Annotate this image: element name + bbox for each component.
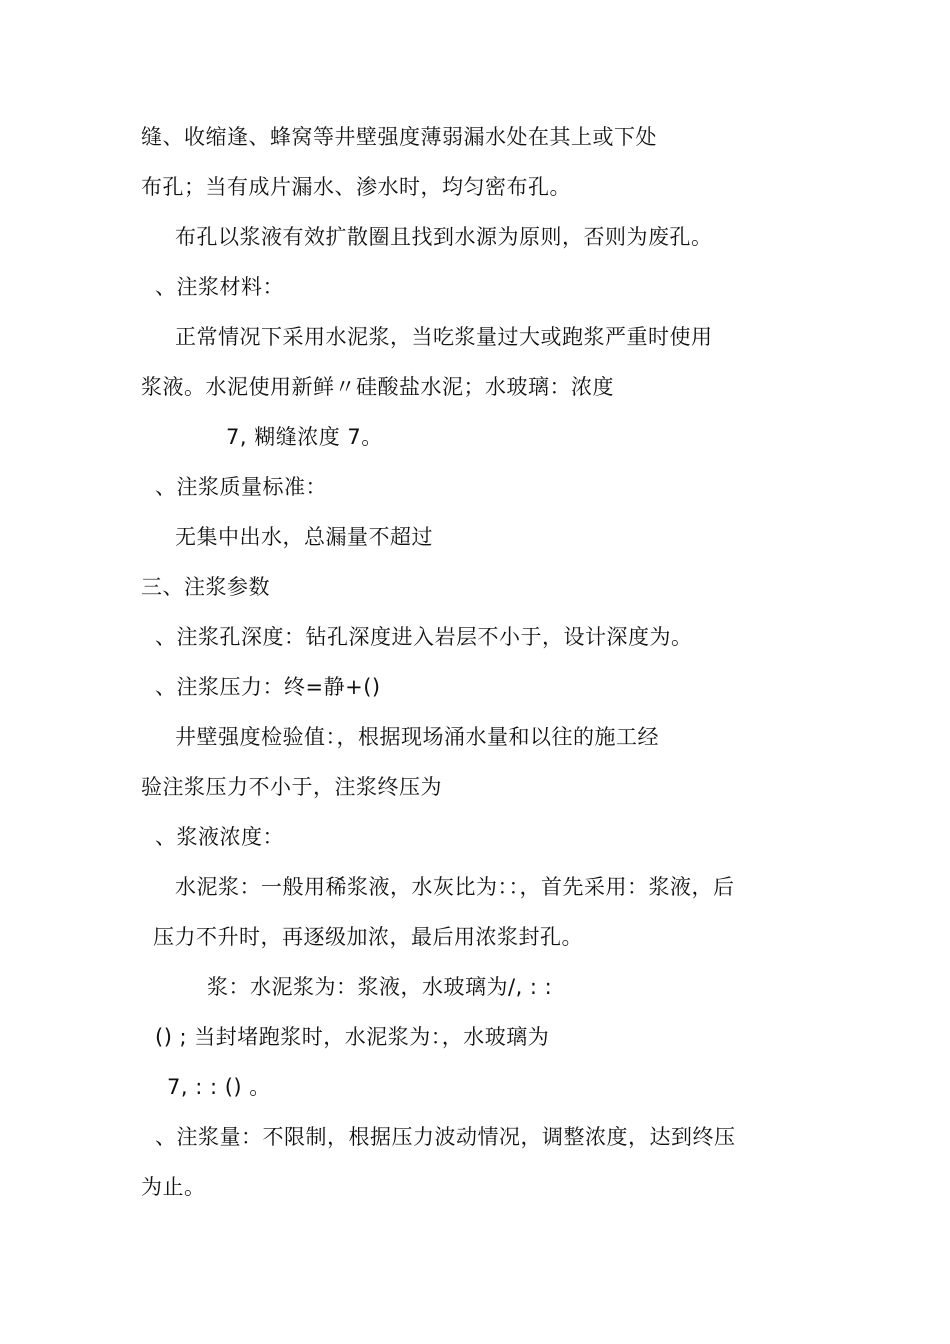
text-line-8: 、注浆质量标准： [155, 475, 327, 499]
text-line-11: 、注浆孔深度：钻孔深度进入岩层不小于，设计深度为。 [155, 625, 693, 649]
text-line-16: 水泥浆：一般用稀浆液，水灰比为：：，首先采用：浆液，后 [175, 875, 735, 899]
text-line-3: 布孔以浆液有效扩散圈且找到水源为原则，否则为废孔。 [175, 225, 713, 249]
text-line-13: 井壁强度检验值：，根据现场涌水量和以往的施工经 [175, 725, 659, 749]
text-line-9: 无集中出水，总漏量不超过 [175, 525, 433, 549]
text-line-12: 、注浆压力：终=静+() [155, 675, 381, 699]
text-line-1: 缝、收缩逢、蜂窝等井壁强度薄弱漏水处在其上或下处 [141, 125, 657, 149]
text-line-6: 浆液。水泥使用新鲜〃硅酸盐水泥；水玻璃：浓度 [141, 375, 614, 399]
text-line-18: 浆：水泥浆为：浆液，水玻璃为/, : : [207, 975, 553, 999]
text-line-15: 、浆液浓度： [155, 825, 284, 849]
section-heading: 三、注浆参数 [141, 575, 270, 599]
text-line-14: 验注浆压力不小于，注浆终压为 [141, 775, 442, 799]
text-line-22: 为止。 [141, 1175, 206, 1199]
text-line-7: 7, 糊缝浓度 7。 [226, 425, 383, 449]
text-line-4: 、注浆材料： [155, 275, 284, 299]
text-line-19: () ; 当封堵跑浆时，水泥浆为：，水玻璃为 [155, 1025, 550, 1049]
text-line-5: 正常情况下采用水泥浆，当吃浆量过大或跑浆严重时使用 [175, 325, 713, 349]
text-line-2: 布孔；当有成片漏水、渗水时，均匀密布孔。 [141, 175, 571, 199]
text-line-20: 7, : : () 。 [167, 1075, 271, 1099]
text-line-17: 压力不升时，再逐级加浓，最后用浓浆封孔。 [153, 925, 583, 949]
text-line-21: 、注浆量：不限制，根据压力波动情况，调整浓度，达到终压 [155, 1125, 736, 1149]
